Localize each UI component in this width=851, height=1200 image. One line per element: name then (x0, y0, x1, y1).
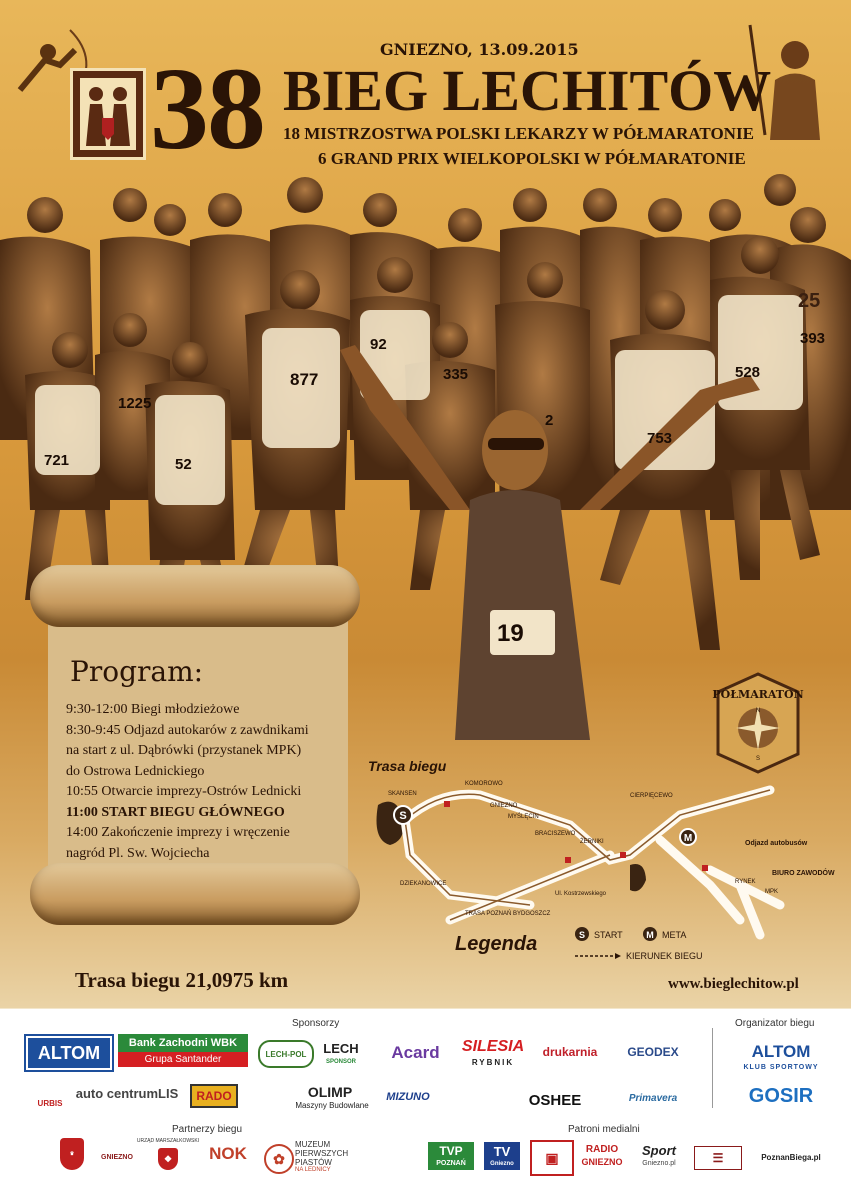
partner-museum-logo (295, 1140, 381, 1172)
legend-finish: META (662, 930, 687, 940)
label-braciszewo: BRACISZEWO (535, 831, 576, 837)
organizer-club-tag: KLUB SPORTOWY (743, 1064, 819, 1071)
badge-north: N (755, 708, 761, 714)
sponsor-primavera-logo: Primavera (628, 1092, 678, 1104)
bib-19: 19 (497, 620, 524, 647)
event-title: BIEG LECHITÓW (283, 58, 772, 123)
program-item: 9:30-12:00 Biegi młodzieżowe (66, 702, 240, 717)
media-poznanbiega-logo: PoznanBiega.pl (761, 1152, 821, 1162)
program-item: nagród Pl. Sw. Wojciecha (66, 845, 210, 861)
sponsor-olimp-logo: OLIMP (307, 1084, 353, 1100)
sponsor-oshee-logo: OSHEE (528, 1091, 582, 1109)
scroll-bottom-roll (30, 863, 360, 925)
organizer-altom-logo: ALTOM (751, 1042, 811, 1061)
program-list (66, 700, 356, 864)
label-cierpiecewo: CIERPIĘCEWO (630, 793, 673, 799)
route-map-title: Trasa biegu (368, 758, 447, 774)
tvp-city: POZNAŃ (436, 1159, 466, 1167)
route-map (360, 745, 835, 975)
sponsor-rybnik-tag: RYBNIK (471, 1058, 515, 1067)
partner-marshal-crest-icon: ❖ (158, 1148, 178, 1170)
media-radio-gniezno-logo (580, 1142, 624, 1170)
sponsor-geodex-logo: GEODEX (627, 1045, 679, 1059)
label-biuro: BIURO ZAWODÓW (772, 870, 835, 877)
legend-start: START (594, 930, 623, 940)
sponsor-acard-logo: Acard (391, 1043, 440, 1062)
tv-name: TV (493, 1143, 511, 1159)
legend-direction: KIERUNEK BIEGU (626, 951, 703, 961)
sponsor-silesia-logo: SILESIA (461, 1038, 525, 1055)
bib-1225: 1225 (118, 395, 152, 412)
museum-name: MUZEUM (295, 1140, 331, 1149)
organizer-gosir-logo: GOSIR (748, 1084, 814, 1107)
sponsor-lech-logo: LECH (323, 1040, 359, 1056)
sponsor-altom-logo: ALTOM (26, 1036, 112, 1070)
bib-393: 393 (800, 330, 826, 347)
label-odjazd: Odjazd autobusów (745, 840, 808, 847)
organizer-label: Organizator biegu (735, 1018, 815, 1029)
header (0, 0, 851, 190)
partners-label: Partnerzy biegu (172, 1124, 243, 1135)
radio-name: RADIO (585, 1143, 619, 1155)
label-myslecin: MYŚLĘCIN (508, 814, 539, 820)
bib-25: 25 (798, 290, 821, 312)
sponsor-lechpol-logo: LECH-POL (258, 1040, 314, 1068)
event-date: GNIEZNO, 13.09.2015 (380, 40, 579, 59)
badge-south: S (755, 756, 761, 762)
finish-marker: M (683, 833, 693, 844)
subtitle-championship: 18 MISTRZOSTWA POLSKI LEKARZY W PÓŁMARATONIE (283, 124, 754, 143)
scroll-top-roll (30, 565, 360, 627)
program-item: 8:30-9:45 Odjazd autokarów z zawdnikami (66, 722, 309, 738)
subtitle-grand-prix: 6 GRAND PRIX WIELKOPOLSKI W PÓŁMARATONIE (318, 149, 746, 168)
edition-number: 38 (150, 43, 264, 174)
legend-start-symbol: S (578, 930, 586, 940)
label-komorowo: KOMOROWO (465, 781, 503, 787)
museum-place: NA LEDNICY (295, 1167, 331, 1173)
sponsor-olimp-tag: Maszyny Budowlane (295, 1100, 369, 1110)
sponsor-bzwbk-logo (118, 1034, 248, 1068)
sponsor-autocentrum-logo: auto centrumLIS (75, 1085, 179, 1101)
sport-name: Sport (642, 1142, 676, 1158)
legend-finish-symbol: M (646, 930, 654, 940)
radio-city: GNIEZNO (581, 1157, 623, 1167)
tv-city: Gniezno (490, 1161, 514, 1167)
program-item: na start z ul. Dąbrówki (przystanek MPK) (66, 743, 302, 758)
bib-92: 92 (370, 336, 387, 353)
program-title: Program: (70, 655, 204, 688)
bib-753: 753 (647, 430, 673, 447)
media-tv-gniezno-logo (484, 1142, 520, 1170)
sponsor-rado-logo: RADO (190, 1084, 238, 1108)
route-distance: Trasa biegu 21,0975 km (75, 968, 289, 992)
bib-528: 528 (735, 364, 761, 381)
bib-2: 2 (545, 412, 554, 429)
label-mpk: MPK (765, 889, 779, 895)
program-item-main-start: 11:00 START BIEGU GŁÓWNEGO (66, 804, 285, 820)
bib-721: 721 (44, 452, 70, 469)
sport-site: Gniezno.pl (642, 1159, 676, 1167)
partner-crest-icon: ♛ (60, 1138, 84, 1170)
media-press-logo: ▣ (530, 1140, 574, 1176)
sponsor-drukarnia-logo: drukarnia (542, 1045, 598, 1059)
partner-museum-icon: ✿ (264, 1144, 294, 1174)
sponsor-urbis-logo: URBIS (37, 1099, 63, 1108)
media-regional-logo: ☰ (694, 1146, 742, 1170)
sponsor-lech-tag: SPONSOR (325, 1059, 356, 1065)
label-skansen: SKANSEN (388, 791, 417, 797)
museum-sub: PIERWSZYCH PIASTÓW (295, 1149, 349, 1167)
label-kostrzewskiego: Ul. Kostrzewskiego (555, 891, 607, 897)
website-link[interactable]: www.bieglechitow.pl (668, 976, 799, 992)
bib-877: 877 (290, 370, 319, 389)
media-label: Patroni medialni (568, 1124, 640, 1135)
label-dziekanowice: DZIEKANOWICE (400, 881, 447, 887)
sponsor-divider (712, 1028, 713, 1108)
partner-gniezno-logo: GNIEZNO (101, 1153, 133, 1161)
legend-title: Legenda (455, 933, 538, 955)
media-sport-logo (634, 1142, 684, 1170)
bib-335: 335 (443, 366, 469, 383)
program-item: do Ostrowa Lednickiego (66, 763, 205, 779)
bzwbk-name: Bank Zachodni WBK (118, 1034, 248, 1052)
media-tvp-logo (428, 1142, 474, 1170)
bzwbk-group: Grupa Santander (118, 1052, 248, 1067)
sponsor-mizuno-logo: MIZUNO (386, 1091, 430, 1103)
label-gniezno: GNIEZNO (490, 803, 518, 809)
sponsors-label: Sponsorzy (292, 1018, 340, 1029)
program-item: 10:55 Otwarcie imprezy-Ostrów Lednicki (66, 784, 302, 799)
coat-of-arms-logo (70, 68, 146, 160)
start-marker: S (399, 810, 407, 822)
label-rynek: RYNEK (735, 879, 756, 885)
partner-marshal-logo: URZĄD MARSZAŁKOWSKI (136, 1138, 200, 1144)
label-trasa: TRASA POZNAŃ BYDGOSZCZ (465, 911, 551, 917)
program-item: 14:00 Zakończenie imprezy i wręczenie (66, 825, 290, 840)
badge-title: PÓŁMARATON (712, 688, 804, 701)
tvp-name: TVP (439, 1144, 463, 1158)
label-zernik: ŻERNIKI (580, 839, 604, 845)
bib-52: 52 (175, 456, 192, 473)
partner-nok-logo: NOK (209, 1144, 247, 1163)
saints-icon (76, 74, 140, 154)
